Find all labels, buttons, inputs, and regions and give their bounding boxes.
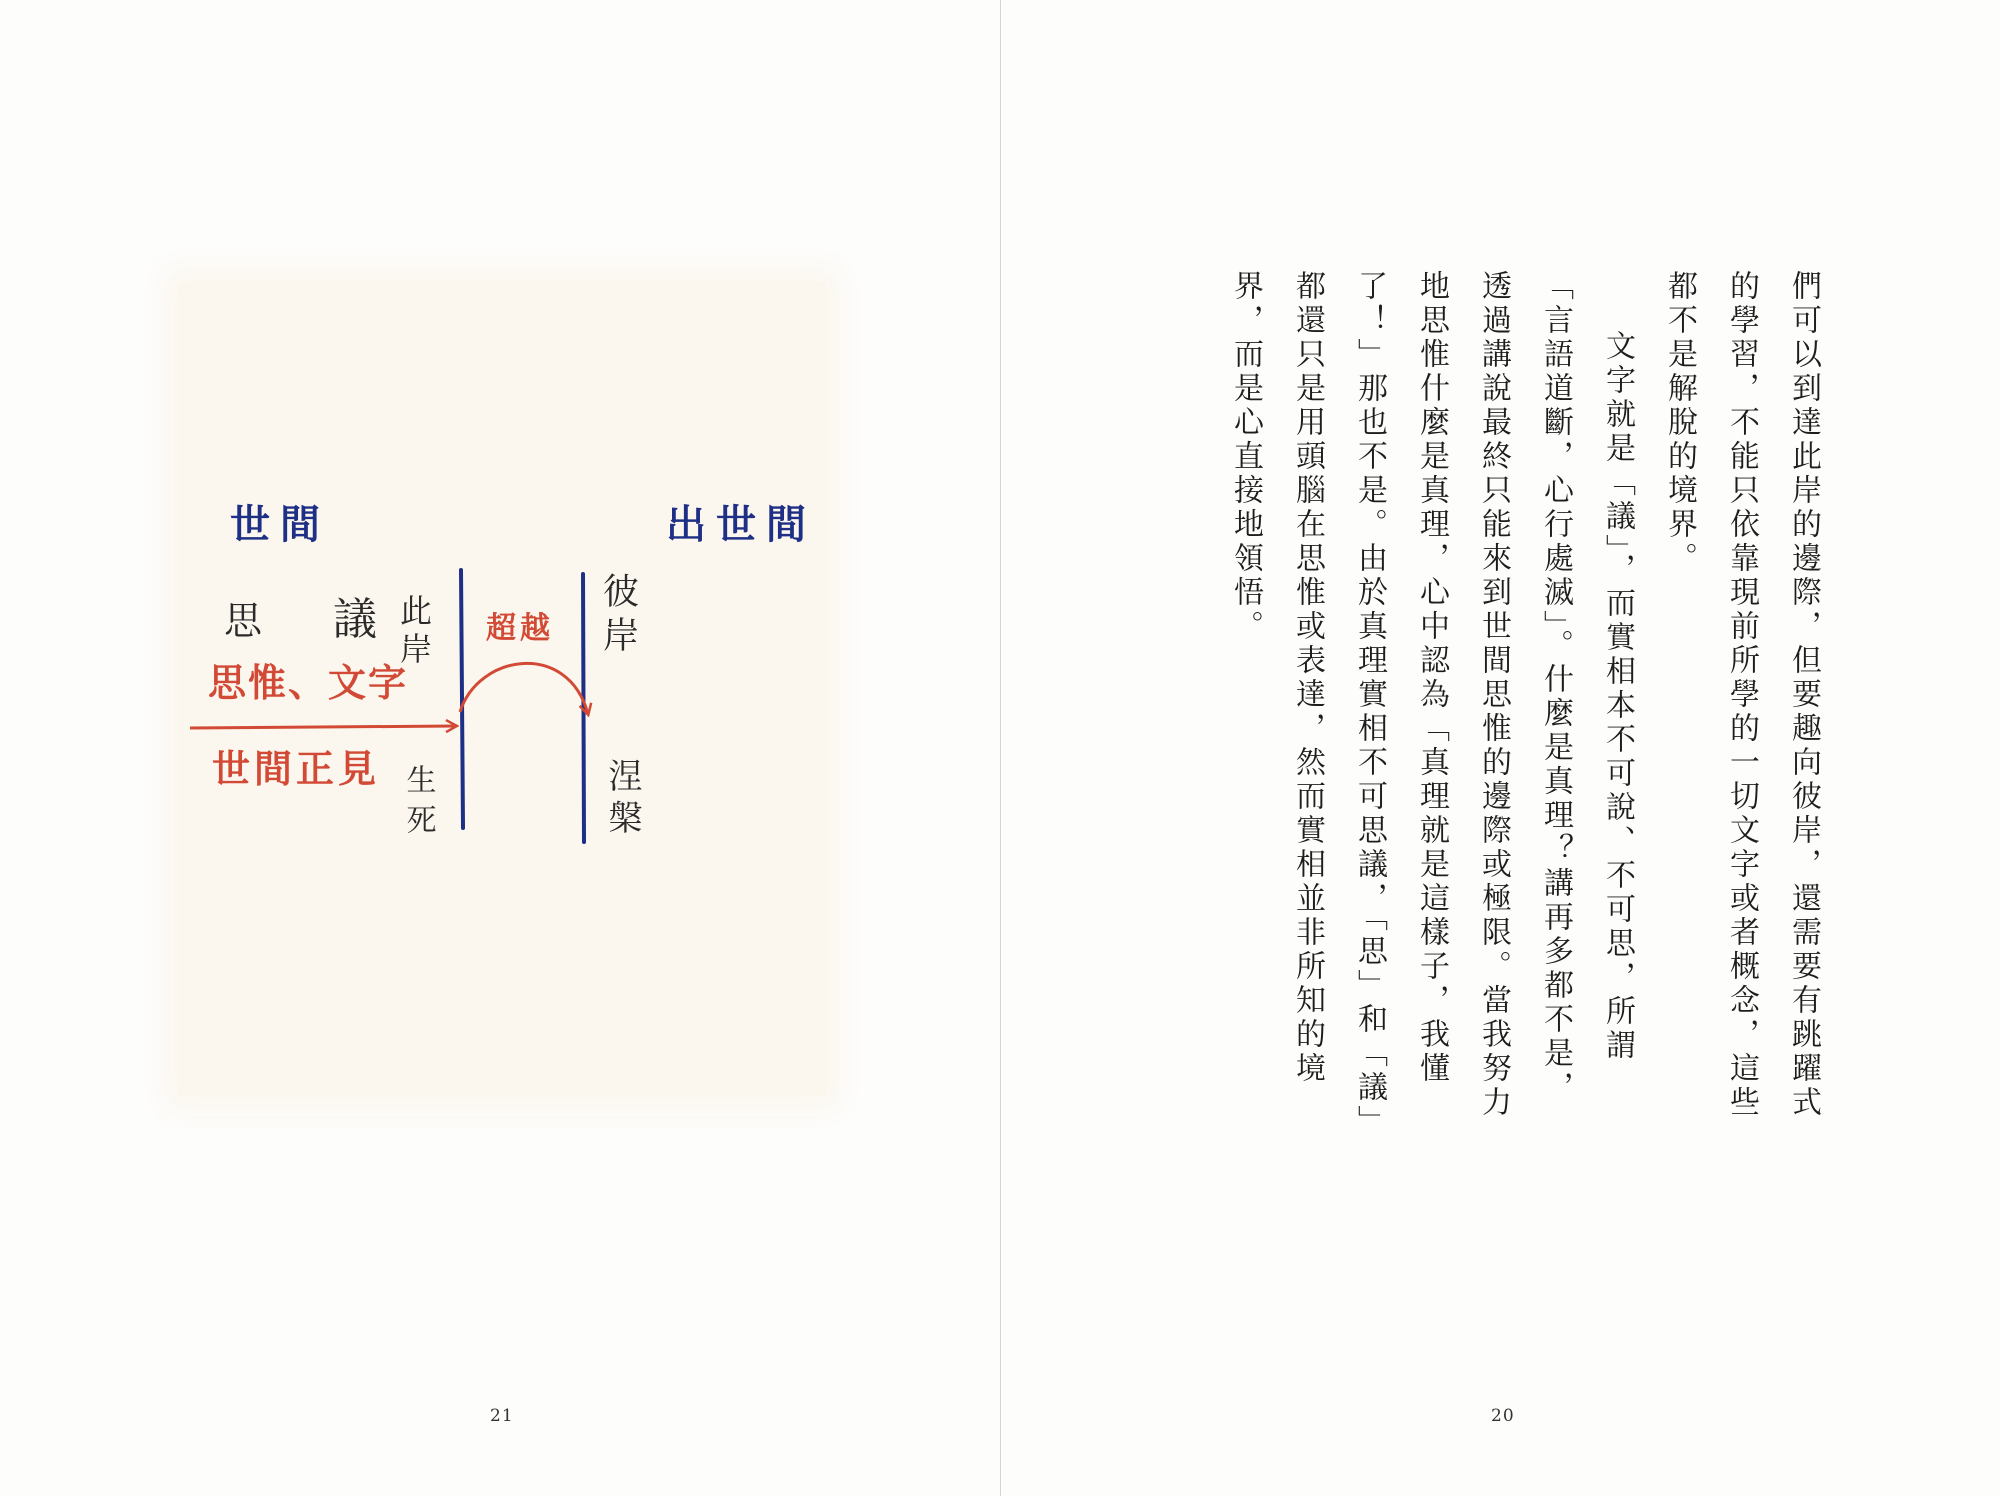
page-number-right: 20 bbox=[1491, 1406, 1515, 1426]
transcendent-label: 出世間 bbox=[666, 501, 816, 548]
si-label: 思 bbox=[224, 599, 263, 643]
this-shore-label: 此岸 bbox=[395, 594, 433, 670]
worldly-right-view-label: 世間正見 bbox=[212, 746, 381, 791]
page-number-left: 21 bbox=[490, 1406, 514, 1426]
diagram-svg bbox=[178, 282, 826, 1096]
body-text bbox=[1214, 270, 1834, 1130]
nirvana-label: 涅槃 bbox=[602, 758, 642, 842]
other-shore-line bbox=[583, 574, 584, 842]
paragraph-2: 文字就是「議」，而實相本不可說、不可思，所謂「言語道斷，心行處滅」。什麼是真理？講再多都不是，透過講說最終只能來到世間思惟的邊際或極限。當我努力地思惟什麼是真理，心中認為「真理就是這樣子，我懂了！」那也不是。由於真理實相不可思議，「思」和「議」都還只是用頭腦在思惟或表達，然而實相並非所知的境界，而是心直接地領悟。 bbox=[1228, 270, 1635, 1124]
horizontal-arrow bbox=[190, 726, 456, 728]
birth-death-label: 生死 bbox=[400, 764, 436, 844]
this-shore-line bbox=[461, 570, 463, 828]
yi-label: 議 bbox=[333, 594, 377, 645]
transcend-arc-arrow bbox=[460, 663, 588, 714]
paragraph-1: 們可以到達此岸的邊際，但要趣向彼岸，還需要有跳躍式的學習，不能只依靠現前所學的一切文字或者概念，這些都不是解脫的境界。 bbox=[1662, 270, 1821, 1120]
handwritten-diagram bbox=[178, 282, 826, 1096]
other-shore-label: 彼岸 bbox=[597, 572, 639, 660]
worldly-label: 世間 bbox=[230, 501, 330, 548]
thought-words-label: 思惟、文字 bbox=[208, 660, 409, 705]
right-page bbox=[1001, 0, 2000, 1496]
transcend-label: 超越 bbox=[486, 611, 554, 646]
